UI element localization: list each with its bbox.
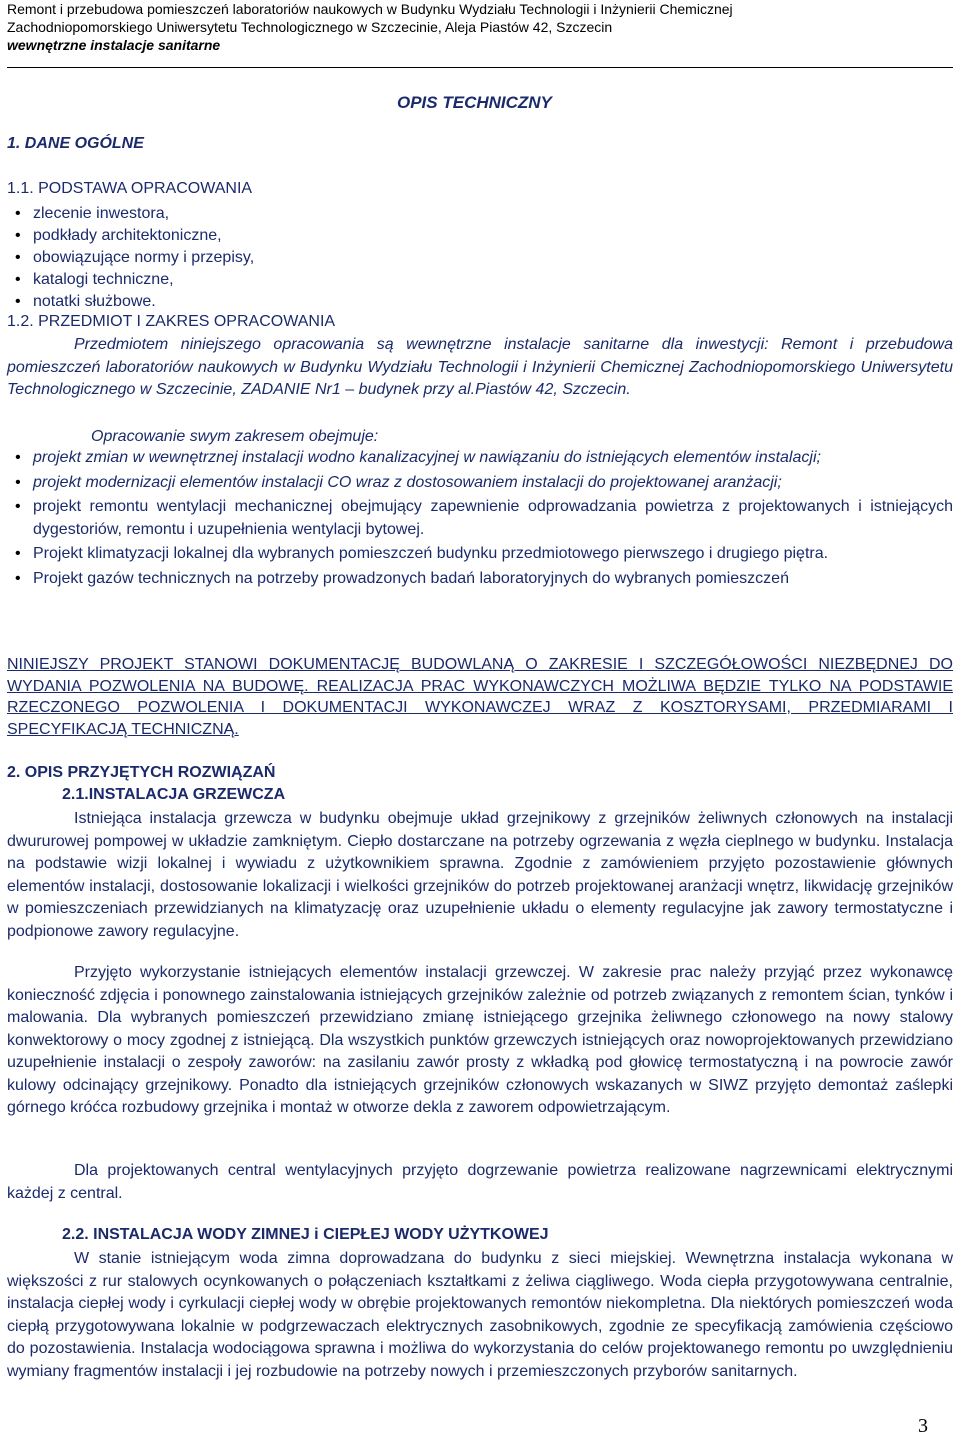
list-item: • podkłady architektoniczne, — [7, 225, 953, 247]
running-header — [7, 0, 953, 54]
header-rule — [7, 67, 953, 68]
header-line-3: wewnętrzne instalacje sanitarne — [7, 37, 221, 53]
list-item: • Projekt klimatyzacji lokalnej dla wybranych pomieszczeń budynku przedmiotowego pierwszego i drugiego piętra. — [7, 543, 953, 566]
scope-list — [7, 447, 953, 590]
list-item: • projekt modernizacji elementów instalacji CO wraz z dostosowaniem instalacji do projektowanej aranżacji; — [7, 472, 953, 495]
header-line-2: Zachodniopomorskiego Uniwersytetu Technologicznego w Szczecinie, Aleja Piastów 42, Szczecin — [7, 19, 613, 35]
basis-list — [7, 203, 953, 313]
page-number: 3 — [918, 1415, 928, 1437]
documentation-notice: NINIEJSZY PROJEKT STANOWI DOKUMENTACJĘ BUDOWLANĄ O ZAKRESIE I SZCZEGÓŁOWOŚCI NIEZBĘDNEJ DO WYDANIA POZWOLENIA NA BUDOWĘ. REALIZACJA PRAC WYKONAWCZYCH MOŻLIWA BĘDZIE TYLKO NA PODSTAWIE RZECZONEGO POZWOLENIA I DOKUMENTACJI WYKONAWCZEJ WRAZ Z KOSZTORYSAMI, PRZEDMIARAMI I SPECYFIKACJĄ TECHNICZNĄ. — [7, 656, 953, 738]
scope-paragraph: Przedmiotem niniejszego opracowania są wewnętrzne instalacje sanitarne dla inwestycji: Remont i przebudowa pomieszczeń laboratoriów naukowych w Budynku Wydziału Technologii i Inżynierii Chemicznej Zachodniopomorskiego Uniwersytetu Technologicznego w Szczecinie, ZADANIE Nr1 – budynek przy al.Piastów 42, Szczecin. — [7, 336, 953, 398]
document-title: OPIS TECHNICZNY — [397, 93, 552, 112]
section-1-1-heading: 1.1. PODSTAWA OPRACOWANIA — [7, 180, 253, 197]
header-line-1: Remont i przebudowa pomieszczeń laboratoriów naukowych w Budynku Wydziału Technologii i Inżynierii Chemicznej — [7, 1, 733, 17]
list-item: • Projekt gazów technicznych na potrzeby prowadzonych badań laboratoryjnych do wybranych pomieszczeń — [7, 568, 953, 591]
list-item: • obowiązujące normy i przepisy, — [7, 247, 953, 269]
water-paragraph: W stanie istniejącym woda zimna doprowadzana do budynku z sieci miejskiej. Wewnętrzna instalacja wykonana w większości z rur stalowych ocynkowanych o połączeniach kształtkami z żeliwa ciągliwego. Woda ciepła przygotowywana centralnie, instalacja ciepłej wody i cyrkulacji ciepłej wody w obrębie projektowanych remontów niekompletna. Dla niektórych pomieszczeń woda ciepłą przygotowywana lokalnie w podgrzewaczach elektrycznych zasobnikowych, zgodnie ze specyfikacją zamówienia częściowo do pozostawienia. Instalacja wodociągowa sprawna i możliwa do wykorzystania do celów projektowanego remontu po uwzględnieniu wymiany fragmentów instalacji i jej rozbudowie na potrzeby nowych i przemieszczonych przyborów sanitarnych. — [7, 1250, 953, 1380]
list-item: • projekt remontu wentylacji mechanicznej obejmujący zapewnienie odprowadzania powietrza z projektowanych i istniejących dygestoriów, remontu i uzupełnienia wentylacji bytowej. — [7, 496, 953, 541]
heating-paragraph-1: Istniejąca instalacja grzewcza w budynku obejmuje układ grzejnikowy z grzejników żeliwnych członowych na instalacji dwururowej pompowej w układzie zamkniętym. Ciepło dostarczane na potrzeby ogrzewania z węzła cieplnego w budynku. Instalacja na podstawie wizji lokalnej i wywiadu z użytkownikiem sprawna. Zgodnie z zamówieniem przyjęto pozostawienie głównych elementów instalacji, dostosowanie lokalizacji i wielkości grzejników do potrzeb projektowanej aranżacji wnętrz, likwidację grzejników w pomieszczeniach przewidzianych na klimatyzację oraz uzupełnienie układu o elementy regulacyjne jak zawory termostatyczne i podpionowe zawory regulacyjne. — [7, 810, 953, 940]
list-item: • katalogi techniczne, — [7, 269, 953, 291]
section-2-2-heading: 2.2. INSTALACJA WODY ZIMNEJ i CIEPŁEJ WODY UŻYTKOWEJ — [62, 1226, 549, 1243]
list-item: • zlecenie inwestora, — [7, 203, 953, 225]
section-2-1-heading: 2.1.INSTALACJA GRZEWCZA — [62, 786, 286, 803]
section-2-heading: 2. OPIS PRZYJĘTYCH ROZWIĄZAŃ — [7, 764, 276, 781]
list-item: • projekt zmian w wewnętrznej instalacji wodno kanalizacyjnej w nawiązaniu do istniejących elementów instalacji; — [7, 447, 953, 470]
list-item: • notatki służbowe. — [7, 291, 953, 313]
scope-intro: Opracowanie swym zakresem obejmuje: — [91, 428, 379, 445]
section-1-2-heading: 1.2. PRZEDMIOT I ZAKRES OPRACOWANIA — [7, 313, 336, 330]
section-1-heading: 1. DANE OGÓLNE — [7, 135, 144, 152]
heating-paragraph-3: Dla projektowanych central wentylacyjnych przyjęto dogrzewanie powietrza realizowane nagrzewnicami elektrycznymi każdej z central. — [7, 1162, 953, 1202]
heating-paragraph-2: Przyjęto wykorzystanie istniejących elementów instalacji grzewczej. W zakresie prac należy przyjąć przez wykonawcę konieczność zdjęcia i ponownego zainstalowania istniejących grzejników zależnie od potrzeb związanych z remontem ścian, tynków i malowania. Dla wybranych pomieszczeń przewidziano zmianę istniejącego grzejnika żeliwnego członowego na nowy stalowy konwektorowy o mocy zgodnej z istniejącą. Dla wszystkich punktów grzewczych istniejących oraz nowoprojektowanych przewidziano uzupełnienie instalacji o zespoły zaworów: na zasilaniu zawór prosty z wkładką pod głowicę termostatyczną i na powrocie zawór kulowy odcinający grzejnikowy. Ponadto dla istniejących grzejników członowych wskazanych w SIWZ przyjęto demontaż zaślepki górnego króćca rozbudowy grzejnika i montaż w otworze dekla z zaworem odpowietrzającym. — [7, 964, 953, 1116]
